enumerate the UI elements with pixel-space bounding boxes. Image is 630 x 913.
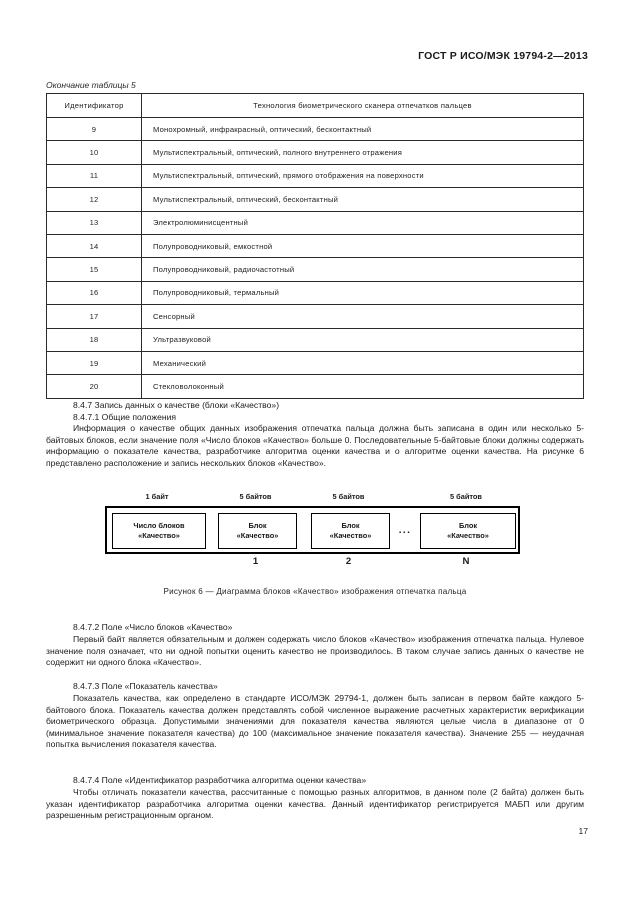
cell-identifier: 16 [47,281,142,304]
section-8473-body-block [46,693,584,751]
table-row [47,258,584,281]
figure-index-labels [105,554,525,570]
column-header-identifier: Идентификатор [47,94,142,118]
cell-identifier: 20 [47,375,142,398]
cell-technology: Электролюминисцентный [142,211,584,234]
scanner-technology-table [46,93,584,399]
heading-847: 8.4.7 Запись данных о качестве (блоки «Качество») [73,400,280,410]
table-row [47,164,584,187]
cell-identifier: 11 [47,164,142,187]
paragraph-8471: Информация о качестве общих данных изображения отпечатка пальца должна быть записана в один или несколько 5-байтовых блоков, если значение поля «Число блоков «Качество» больше 0. Последовательные 5-байтовые блоки должны содержать информацию о показателе качества, разработчике алгоритма оценки качества и о алгоритме оценки качества. На рисунке 6 представлено расположение и запись нескольких блоков «Качество». [46,423,584,468]
quality-block-box [218,513,297,549]
table-row [47,234,584,257]
block-index-label: N [462,556,470,567]
box-line-1: Блок [341,520,360,530]
cell-identifier: 14 [47,234,142,257]
cell-technology: Мультиспектральный, оптический, полного внутреннего отражения [142,141,584,164]
cell-technology: Полупроводниковый, радиочастотный [142,258,584,281]
cell-technology: Монохромный, инфракрасный, оптический, бесконтактный [142,118,584,141]
cell-technology: Сенсорный [142,305,584,328]
cell-technology: Полупроводниковый, термальный [142,281,584,304]
table-row [47,351,584,374]
figure-6-caption: Рисунок 6 — Диаграмма блоков «Качество» изображения отпечатка пальца [163,587,467,596]
table-row [47,211,584,234]
table-row [47,305,584,328]
cell-identifier: 12 [47,188,142,211]
table-header-row [47,94,584,118]
standard-header: ГОСТ Р ИСО/МЭК 19794-2—2013 [418,50,588,62]
cell-technology: Стекловолоконный [142,375,584,398]
heading-8473-block [46,681,584,693]
heading-8471: 8.4.7.1 Общие положения [73,411,177,422]
cell-technology: Ультразвуковой [142,328,584,351]
cell-identifier: 15 [47,258,142,281]
cell-identifier: 19 [47,351,142,374]
byte-label: 5 байтов [332,492,365,501]
byte-label: 1 байт [145,492,169,501]
table-row [47,118,584,141]
box-line-2: «Качество» [447,531,489,540]
heading-8472: 8.4.7.2 Поле «Число блоков «Качество» [73,622,233,632]
table-row [47,375,584,398]
table-caption: Окончание таблицы 5 [46,80,136,90]
cell-technology: Механический [142,351,584,374]
box-line-2: «Качество» [236,531,279,540]
cell-technology: Мультиспектральный, оптический, прямого отображения на поверхности [142,164,584,187]
section-8472-body-block [46,634,584,669]
cell-identifier: 18 [47,328,142,351]
box-line-1: Блок [248,520,267,530]
paragraph-8474: Чтобы отличать показатели качества, рассчитанные с помощью разных алгоритмов, в данном поле (2 байта) должен быть указан идентификатор разработчика алгоритма оценки качества. Данный идентификатор регистрируется МАБП или другим разрешенным регистрационным органом. [46,787,584,821]
quality-block-box [311,513,390,549]
paragraph-8472: Первый байт является обязательным и должен содержать число блоков «Качество» изображения отпечатка пальца. Нулевое значение поля означает, что ни одной попытки оценить качество не производилось. В таком случае запись данных о качестве не содержит ни одного блока «Качество». [46,634,584,668]
table-body [47,118,584,399]
box-line-2: «Качество» [329,531,372,540]
section-8471-body-block [46,423,584,469]
heading-8473: 8.4.7.3 Поле «Показатель качества» [73,681,218,691]
paragraph-8473: Показатель качества, как определено в стандарте ИСО/МЭК 29794-1, должен быть записан в первом байте каждого 5-байтового блока. Показатель качества должен представлять собой численное выражение расчетных характеристик верификации биометрического образца. Допустимыми значениями для показателя качества являются целые числа в диапазоне от 0 (минимальное значение показателя качества) до 100 (максимальное значение показателя качества). Значение 255 — неудачная попытка вычисления показателя качества. [46,693,584,750]
cell-technology: Мультиспектральный, оптический, бесконтактный [142,188,584,211]
cell-identifier: 9 [47,118,142,141]
block-index-label: 1 [252,556,259,567]
cell-identifier: 17 [47,305,142,328]
column-header-technology: Технология биометрического сканера отпечатков пальцев [142,94,584,118]
section-847-block [46,400,584,423]
figure-byte-labels [105,492,525,506]
table-row [47,281,584,304]
spec-table-container [46,93,584,399]
table-row [47,188,584,211]
block-index-label: 2 [345,556,352,567]
section-8474-body-block [46,787,584,822]
byte-label: 5 байтов [239,492,272,501]
block-count-box [112,513,206,549]
box-line-2: «Качество» [138,531,180,540]
byte-label: 5 байтов [450,492,482,501]
page-number: 17 [578,826,588,836]
table-row [47,141,584,164]
heading-8474: 8.4.7.4 Поле «Идентификатор разработчика алгоритма оценки качества» [73,775,367,785]
heading-8474-block [46,775,584,787]
box-line-1: Блок [458,520,478,530]
quality-block-box [420,513,516,549]
heading-8472-block [46,622,584,634]
cell-identifier: 10 [47,141,142,164]
figure-outer-frame [105,506,520,554]
box-line-1: Число блоков [133,520,185,530]
cell-technology: Полупроводниковый, емкостной [142,234,584,257]
ellipsis-indicator: ... [398,525,412,536]
cell-identifier: 13 [47,211,142,234]
table-row [47,328,584,351]
